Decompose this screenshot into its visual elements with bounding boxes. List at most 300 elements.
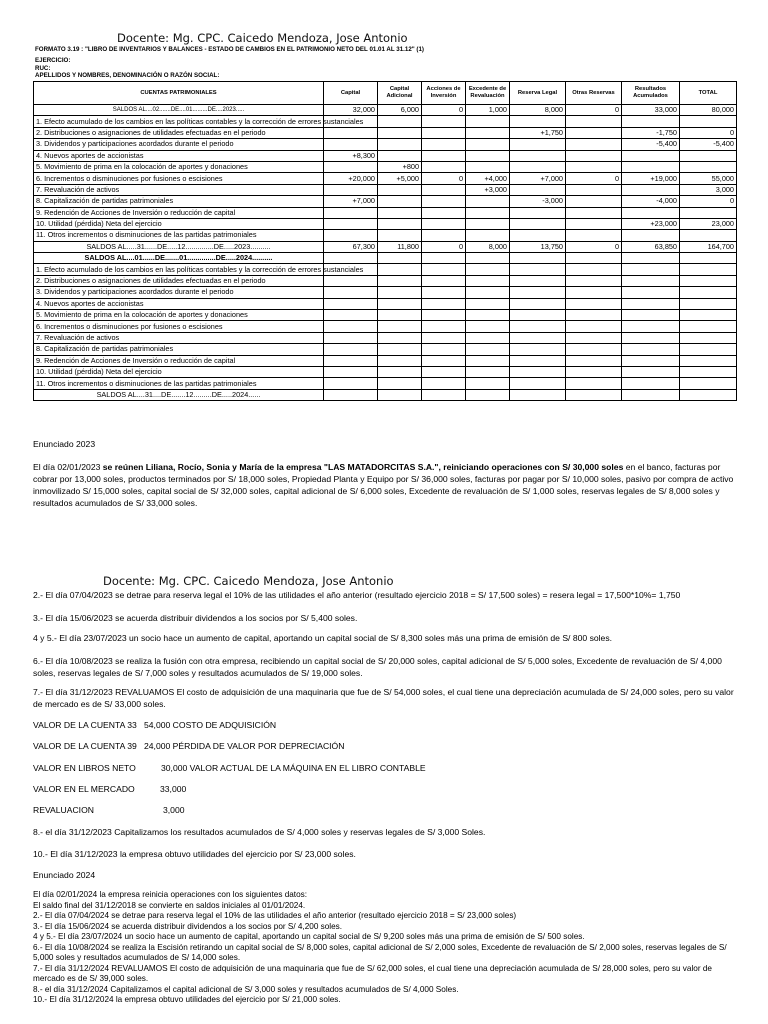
valor-label: REVALUACION (33, 805, 94, 815)
table-cell (566, 287, 622, 298)
table-cell (680, 310, 737, 321)
row-label: 9. Redención de Acciones de Inversión o reducción de capital (34, 355, 324, 366)
table-cell (510, 264, 566, 275)
docente-title-1: Docente: Mg. CPC. Caicedo Mendoza, Jose Antonio (117, 31, 408, 45)
table-cell: 0 (566, 105, 622, 116)
table-cell (466, 218, 510, 229)
table-cell (566, 161, 622, 172)
item-2024: 7.- El día 31/12/2024 REVALUAMOS El costo de adquisición de una maquinaria que fue de S/ 62,000 soles, el cual tiene una depreciación acumulada de S/ 28,000 soles, pero su valor de mercado es de S/ 39,000 soles. (33, 963, 712, 983)
table-cell: 23,000 (680, 218, 737, 229)
table-cell (510, 298, 566, 309)
table-cell (566, 366, 622, 377)
table-cell (422, 344, 466, 355)
table-cell (510, 355, 566, 366)
table-cell (566, 184, 622, 195)
table-row (34, 173, 737, 184)
table-cell (510, 150, 566, 161)
row-label: 7. Revaluación de activos (34, 184, 324, 195)
table-cell (510, 378, 566, 389)
table-row (34, 264, 737, 275)
table-cell (566, 389, 622, 400)
formato-title: FORMATO 3.19 : "LIBRO DE INVENTARIOS Y BALANCES - ESTADO DE CAMBIOS EN EL PATRIMONIO NETO DEL 01.01 AL 31.12" (1) (35, 46, 424, 53)
table-cell (466, 321, 510, 332)
patrimonio-table (33, 81, 737, 401)
table-row (34, 310, 737, 321)
valor-label: VALOR EN LIBROS NETO (33, 763, 136, 773)
table-cell: 0 (566, 173, 622, 184)
table-cell (324, 230, 378, 241)
table-cell (680, 253, 737, 264)
table-cell (378, 150, 422, 161)
item-2024: El día 02/01/2024 la empresa reinicia operaciones con los siguientes datos: (33, 890, 307, 899)
table-cell (566, 218, 622, 229)
table-cell (324, 378, 378, 389)
table-cell (510, 344, 566, 355)
table-cell (680, 389, 737, 400)
table-cell (466, 161, 510, 172)
table-cell: +5,000 (378, 173, 422, 184)
row-label: 10. Utilidad (pérdida) Neta del ejercicio (34, 218, 324, 229)
table-cell (622, 344, 680, 355)
table-cell: +19,000 (622, 173, 680, 184)
table-cell (378, 207, 422, 218)
table-cell (466, 355, 510, 366)
row-label: 4. Nuevos aportes de accionistas (34, 298, 324, 309)
table-cell (510, 310, 566, 321)
table-cell (378, 287, 422, 298)
valor-line (33, 784, 186, 794)
row-label: 9. Redención de Acciones de Inversión o reducción de capital (34, 207, 324, 218)
item-10-2023: 10.- El día 31/12/2023 la empresa obtuvo utilidades del ejercicio por S/ 23,000 soles. (33, 849, 356, 859)
table-cell: 33,000 (622, 105, 680, 116)
table-cell (378, 127, 422, 138)
table-cell (324, 355, 378, 366)
row-label: 4. Nuevos aportes de accionistas (34, 150, 324, 161)
table-cell (422, 230, 466, 241)
table-cell (422, 310, 466, 321)
saldos-row (34, 389, 737, 400)
table-cell: +20,000 (324, 173, 378, 184)
table-row (34, 116, 737, 127)
table-cell (566, 196, 622, 207)
table-row (34, 378, 737, 389)
valor-line (33, 741, 344, 751)
table-cell (510, 116, 566, 127)
table-cell (324, 161, 378, 172)
table-cell (622, 150, 680, 161)
enunciado-2023-title: Enunciado 2023 (33, 439, 96, 449)
table-cell (622, 378, 680, 389)
enunciado-bold: se reúnen Liliana, Rocío, Sonia y María de la empresa "LAS MATADORCITAS S.A.", reiniciando operaciones con S/ 30,000 soles (102, 462, 624, 472)
table-cell (566, 150, 622, 161)
table-cell (566, 355, 622, 366)
table-cell: -1,750 (622, 127, 680, 138)
table-row (34, 321, 737, 332)
table-cell (324, 389, 378, 400)
table-cell (466, 264, 510, 275)
table-cell: +1,750 (510, 127, 566, 138)
table-cell (378, 139, 422, 150)
table-cell (466, 253, 510, 264)
table-cell (324, 344, 378, 355)
table-cell: +7,000 (324, 196, 378, 207)
enunciado-part2: en el banco, facturas por cobrar por 13,000 soles, productos terminados por S/ 18,000 soles, Propiedad Planta y Equipo por S/ 36,000 soles, facturas por pagar por S/ 10,000 soles, pasivo por compra de activo inmovilizado S/ 15,000 soles, capital social de S/ 32,000 soles, capital adicional de S/ 6,000 soles, Excedente de revaluación de S/ 1,000 soles, reservas legales de S/ 8,000 soles y resultados acumulados de S/ 33,000 soles. (33, 462, 734, 508)
row-label: 8. Capitalización de partidas patrimoniales (34, 196, 324, 207)
table-cell (510, 218, 566, 229)
table-row (34, 298, 737, 309)
table-cell (510, 184, 566, 195)
table-row (34, 127, 737, 138)
col-header: Acciones de Inversión (422, 82, 466, 105)
table-cell (466, 389, 510, 400)
row-label: 6. Incrementos o disminuciones por fusiones o escisiones (34, 173, 324, 184)
item-2024: 3.- El día 15/06/2024 se acuerda distribuir dividendos a los socios por S/ 4,200 soles. (33, 921, 343, 931)
table-cell (422, 355, 466, 366)
saldos-row (34, 253, 737, 264)
table-cell (324, 139, 378, 150)
enunciado-2024-block (33, 890, 737, 1006)
table-cell (324, 287, 378, 298)
row-label: 7. Revaluación de activos (34, 332, 324, 343)
table-cell (566, 116, 622, 127)
table-cell (378, 332, 422, 343)
table-cell: 32,000 (324, 105, 378, 116)
table-cell (324, 332, 378, 343)
table-cell (324, 298, 378, 309)
enunciado-2024-title: Enunciado 2024 (33, 870, 96, 880)
row-label: SALDOS AL....01......DE.......01..............DE.....2024.......... (34, 253, 324, 264)
table-row (34, 218, 737, 229)
row-label: 2. Distribuciones o asignaciones de utilidades efectuadas en el periodo (34, 275, 324, 286)
table-cell (422, 116, 466, 127)
table-cell (422, 332, 466, 343)
table-cell (566, 332, 622, 343)
table-cell (324, 253, 378, 264)
table-row (34, 275, 737, 286)
table-cell (378, 230, 422, 241)
item-4-5-2023: 4 y 5.- El día 23/07/2023 un socio hace un aumento de capital, aportando un capital social de S/ 8,300 soles más una prima de emisión de S/ 800 soles. (33, 633, 613, 643)
table-row (34, 332, 737, 343)
table-cell (566, 207, 622, 218)
table-cell (622, 161, 680, 172)
table-cell: 13,750 (510, 241, 566, 252)
table-cell (422, 366, 466, 377)
item-2024: El saldo final del 31/12/2018 se convierte en saldos iniciales al 01/01/2024. (33, 900, 306, 910)
table-row (34, 355, 737, 366)
table-cell (324, 184, 378, 195)
row-label: SALDOS AL....31....DE.......12.........DE.....2024...... (34, 389, 324, 400)
row-label: 11. Otros incrementos o disminuciones de las partidas patrimoniales (34, 378, 324, 389)
table-cell (510, 389, 566, 400)
table-cell (324, 207, 378, 218)
table-cell (466, 139, 510, 150)
item-2024: 10.- El día 31/12/2024 la empresa obtuvo utilidades del ejercicio por S/ 21,000 soles. (33, 995, 341, 1004)
col-header: CUENTAS PATRIMONIALES (34, 82, 324, 105)
row-label: 5. Movimiento de prima en la colocación de aportes y donaciones (34, 310, 324, 321)
col-header: Capital Adicional (378, 82, 422, 105)
table-cell (378, 378, 422, 389)
table-cell (378, 253, 422, 264)
table-cell (422, 196, 466, 207)
valor-label: VALOR DE LA CUENTA 39 (33, 741, 137, 751)
table-cell: -4,000 (622, 196, 680, 207)
table-cell (622, 275, 680, 286)
valor-value: 33,000 (160, 784, 187, 794)
table-cell (680, 275, 737, 286)
table-cell (466, 116, 510, 127)
table-cell (680, 207, 737, 218)
table-cell: +4,000 (466, 173, 510, 184)
table-cell (680, 378, 737, 389)
table-cell (680, 366, 737, 377)
table-cell (466, 275, 510, 286)
table-cell (422, 150, 466, 161)
table-cell (422, 378, 466, 389)
table-cell (466, 127, 510, 138)
row-label: 6. Incrementos o disminuciones por fusiones o escisiones (34, 321, 324, 332)
table-cell (422, 207, 466, 218)
table-cell (378, 184, 422, 195)
table-cell (510, 139, 566, 150)
table-cell (422, 287, 466, 298)
table-row (34, 366, 737, 377)
table-cell (680, 150, 737, 161)
valor-label: VALOR EN EL MERCADO (33, 784, 135, 794)
ejercicio-label: EJERCICIO: (35, 57, 71, 64)
table-cell (680, 332, 737, 343)
table-cell: 67,300 (324, 241, 378, 252)
row-label: 8. Capitalización de partidas patrimoniales (34, 344, 324, 355)
table-cell (622, 298, 680, 309)
table-cell: 8,000 (510, 105, 566, 116)
table-cell (466, 230, 510, 241)
table-cell (510, 275, 566, 286)
table-cell (324, 366, 378, 377)
table-cell: 8,000 (466, 241, 510, 252)
valor-line (33, 805, 185, 815)
table-cell (378, 321, 422, 332)
table-cell (422, 275, 466, 286)
table-cell (466, 344, 510, 355)
table-cell (378, 389, 422, 400)
table-cell: 0 (680, 196, 737, 207)
table-row (34, 196, 737, 207)
col-header: Otras Reservas (566, 82, 622, 105)
col-header: Capital (324, 82, 378, 105)
table-cell (378, 275, 422, 286)
item-2024: 4 y 5.- El día 23/07/2024 un socio hace un aumento de capital, aportando un capital social de S/ 9,200 soles más una prima de emisión de S/ 500 soles. (33, 932, 585, 941)
table-cell (680, 264, 737, 275)
row-label: 11. Otros incrementos o disminuciones de las partidas patrimoniales (34, 230, 324, 241)
table-cell (566, 310, 622, 321)
table-cell (378, 344, 422, 355)
valor-value: 54,000 COSTO DE ADQUISICIÓN (144, 720, 277, 730)
table-row (34, 184, 737, 195)
table-row (34, 139, 737, 150)
table-cell (324, 127, 378, 138)
razon-social-label: APELLIDOS Y NOMBRES, DENOMINACIÓN O RAZÓN SOCIAL: (35, 72, 220, 79)
table-cell (378, 264, 422, 275)
table-cell: 55,000 (680, 173, 737, 184)
table-cell (422, 218, 466, 229)
table-cell (566, 344, 622, 355)
item-8-2023: 8.- el día 31/12/2023 Capitalizamos los resultados acumulados de S/ 4,000 soles y reservas legales de S/ 3,000 Soles. (33, 827, 486, 837)
table-cell (466, 310, 510, 321)
table-cell (378, 298, 422, 309)
table-cell (378, 355, 422, 366)
table-cell: 80,000 (680, 105, 737, 116)
table-cell: -5,400 (680, 139, 737, 150)
table-cell (622, 310, 680, 321)
table-cell (566, 298, 622, 309)
row-label: 1. Efecto acumulado de los cambios en las políticas contables y la corrección de errores sustanciales (34, 116, 324, 127)
table-cell (680, 230, 737, 241)
item-2024: 2.- El día 07/04/2024 se detrae para reserva legal el 10% de las utilidades el año anterior (resultado ejercicio 2018 = S/ 23,000 soles) (33, 911, 517, 920)
table-cell: +7,000 (510, 173, 566, 184)
table-cell (622, 366, 680, 377)
table-cell: +3,000 (466, 184, 510, 195)
table-cell (466, 196, 510, 207)
table-cell (622, 264, 680, 275)
table-cell (466, 150, 510, 161)
table-cell (324, 275, 378, 286)
table-cell: 63,850 (622, 241, 680, 252)
table-cell (622, 253, 680, 264)
table-cell (566, 378, 622, 389)
table-cell (622, 230, 680, 241)
table-cell: 11,800 (378, 241, 422, 252)
table-cell (622, 207, 680, 218)
table-cell (680, 161, 737, 172)
table-cell (378, 196, 422, 207)
valor-label: VALOR DE LA CUENTA 33 (33, 720, 137, 730)
saldos-row (34, 105, 737, 116)
table-cell (378, 310, 422, 321)
table-cell: 0 (422, 241, 466, 252)
item-6-2023: 6.- El día 10/08/2023 se realiza la fusión con otra empresa, recibiendo un capital social de S/ 20,000 soles, capital adicional de S/ 5,000 soles, Excedente de revaluación de S/ 4,000 soles, reservas legales de S/ 7,000 soles y resultados acumulados de S/ 19,000 soles. (33, 656, 722, 678)
table-cell (680, 321, 737, 332)
table-row (34, 207, 737, 218)
table-cell: +8,300 (324, 150, 378, 161)
table-cell: +800 (378, 161, 422, 172)
table-cell (422, 321, 466, 332)
row-label: 2. Distribuciones o asignaciones de utilidades efectuadas en el periodo (34, 127, 324, 138)
table-cell (422, 389, 466, 400)
valor-line (33, 720, 276, 730)
table-row (34, 150, 737, 161)
docente-title-2: Docente: Mg. CPC. Caicedo Mendoza, Jose Antonio (103, 574, 394, 588)
table-cell (466, 366, 510, 377)
item-3-2023: 3.- El día 15/06/2023 se acuerda distribuir dividendos a los socios por S/ 5,400 soles. (33, 613, 358, 623)
valor-line (33, 763, 426, 773)
table-cell (680, 355, 737, 366)
table-cell (622, 287, 680, 298)
row-label: SALDOS AL.....31......DE.....12..............DE.....2023.......... (34, 241, 324, 252)
item-2024: 6.- El día 10/08/2024 se realiza la Escisión retirando un capital social de S/ 8,000 soles, capital adicional de S/ 2,000 soles, Excedente de revaluación de S/ 2,000 soles, reservas legales de S/ 5,000 soles y resultados acumulados de S/ 14,000 soles. (33, 942, 727, 962)
table-row (34, 287, 737, 298)
table-cell (422, 161, 466, 172)
table-cell (510, 332, 566, 343)
table-cell (510, 321, 566, 332)
table-cell (566, 139, 622, 150)
table-cell (422, 264, 466, 275)
table-cell (466, 287, 510, 298)
table-cell (566, 127, 622, 138)
table-cell: 0 (566, 241, 622, 252)
row-label: SALDOS AL....02.......DE....01.........DE....2023..... (34, 105, 324, 116)
table-cell: -5,400 (622, 139, 680, 150)
table-cell (680, 344, 737, 355)
table-cell (422, 127, 466, 138)
table-cell: -3,000 (510, 196, 566, 207)
table-cell (422, 184, 466, 195)
table-cell (680, 116, 737, 127)
table-cell (378, 218, 422, 229)
table-cell (680, 298, 737, 309)
table-cell (510, 253, 566, 264)
table-cell (422, 253, 466, 264)
row-label: 5. Movimiento de prima en la colocación de aportes y donaciones (34, 161, 324, 172)
col-header: Excedente de Revaluación (466, 82, 510, 105)
enunciado-part1: El día 02/01/2023 (33, 462, 103, 472)
table-cell (510, 230, 566, 241)
table-cell (622, 355, 680, 366)
valor-value: 24,000 PÉRDIDA DE VALOR POR DEPRECIACIÓN (144, 741, 345, 751)
table-cell: +23,000 (622, 218, 680, 229)
item-2-2023: 2.- El día 07/04/2023 se detrae para reserva legal el 10% de las utilidades el año anterior (resultado ejercicio 2018 = S/ 17,500 soles) = resera legal = 17,500*10%= 1,750 (33, 590, 681, 600)
table-cell: 164,700 (680, 241, 737, 252)
table-cell: 6,000 (378, 105, 422, 116)
table-cell (622, 321, 680, 332)
col-header: Reserva Legal (510, 82, 566, 105)
table-cell (622, 332, 680, 343)
item-2024: 8.- el día 31/12/2024 Capitalizamos el capital adicional de S/ 3,000 soles y resultados acumulados de S/ 4,000 Soles. (33, 984, 459, 994)
table-cell: 3,000 (680, 184, 737, 195)
table-row (34, 344, 737, 355)
table-cell (566, 230, 622, 241)
table-cell (622, 116, 680, 127)
table-cell (510, 287, 566, 298)
table-header-row (34, 82, 737, 105)
table-cell (566, 321, 622, 332)
valor-value: 3,000 (163, 805, 185, 815)
table-cell (466, 298, 510, 309)
row-label: 1. Efecto acumulado de los cambios en las políticas contables y la corrección de errores sustanciales (34, 264, 324, 275)
table-cell: 0 (680, 127, 737, 138)
table-cell: 0 (422, 173, 466, 184)
table-cell (422, 139, 466, 150)
table-cell (378, 116, 422, 127)
saldos-row (34, 241, 737, 252)
table-cell (566, 253, 622, 264)
table-cell (622, 389, 680, 400)
col-header: TOTAL (680, 82, 737, 105)
table-cell (510, 161, 566, 172)
row-label: 3. Dividendos y participaciones acordados durante el periodo (34, 139, 324, 150)
table-cell (422, 298, 466, 309)
item-7-2023: 7.- El día 31/12/2023 REVALUAMOS El costo de adquisición de una maquinaria que fue de S/ 54,000 soles, el cual tiene una depreciación acumulada de S/ 24,000 soles, pero su valor de mercado es de S/ 33,000 soles. (33, 687, 734, 709)
table-cell (510, 366, 566, 377)
table-cell (510, 207, 566, 218)
table-cell: 0 (422, 105, 466, 116)
col-header: Resultados Acumulados (622, 82, 680, 105)
table-cell (466, 332, 510, 343)
ruc-label: RUC: (35, 65, 51, 72)
table-row (34, 230, 737, 241)
table-cell (466, 207, 510, 218)
table-cell (324, 310, 378, 321)
table-cell (566, 275, 622, 286)
